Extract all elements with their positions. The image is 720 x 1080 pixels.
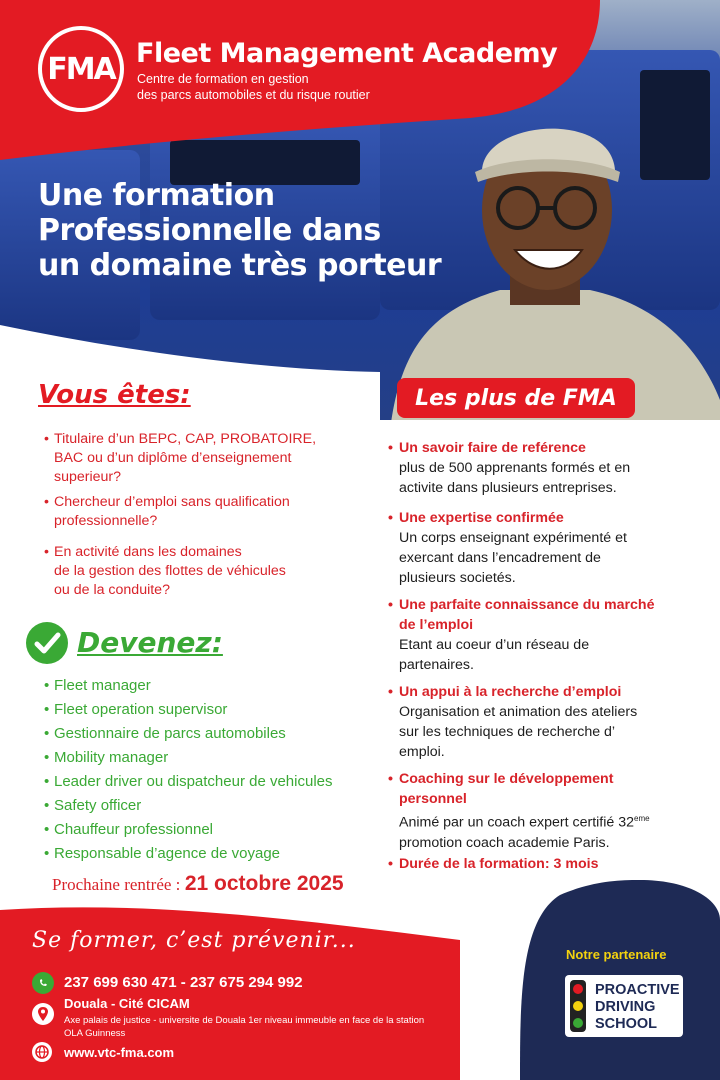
list-item: • Fleet operation supervisor [44,701,228,718]
brand-subtitle: des parcs automobiles et du risque routier [137,88,370,102]
list-item-text: Safety officer [54,797,142,814]
plus-fma-title: Les plus de FMA [397,378,635,418]
list-item [44,430,316,487]
bullet: • [44,431,49,447]
advantage-title: personnel [399,791,467,807]
brand-subtitle: Centre de formation en gestion [137,72,309,86]
advantage-item [388,682,710,762]
advantage-title: • Un savoir faire de reférence [388,440,586,456]
advantage-desc: Organisation et animation des ateliers [399,704,638,720]
devenez-title: Devenez: [77,626,223,659]
list-item-text: Leader driver ou dispatcheur de vehicules [54,773,333,790]
advantage-desc: sur les techniques de recherche d’ [399,724,616,740]
advantage-desc: activite dans plusieurs entreprises. [399,480,617,496]
list-item-text: de la gestion des flottes de véhicules [54,563,286,579]
list-item-text: Chauffeur professionnel [54,821,213,838]
list-item-text: Responsable d’agence de voyage [54,845,281,862]
partner-name: PROACTIVE [595,982,680,998]
advantage-title: • Coaching sur le développement [388,771,614,787]
advantage-title: • Durée de la formation: 3 mois [388,856,599,872]
advantage-item [388,508,710,588]
advantage-desc: promotion coach academie Paris. [399,834,610,851]
advantage-desc: Etant au coeur d’un réseau de [399,637,590,653]
list-item: • Responsable d’agence de voyage [44,845,281,862]
advantage-desc: plusieurs societés. [399,570,516,586]
list-item-text: Gestionnaire de parcs automobiles [54,725,286,742]
list-item-text: Titulaire d’un BEPC, CAP, PROBATOIRE, [54,431,317,447]
list-item: • Leader driver ou dispatcheur de vehicules [44,773,333,790]
list-item-text: superieur? [54,469,122,485]
bullet: • [44,544,49,560]
address: OLA Guinness [64,1028,126,1039]
next-intake-label: Prochaine rentrée : [52,875,181,894]
list-item: • Mobility manager [44,749,169,766]
headline-line: un domaine très porteur [38,248,442,283]
checkmark-icon [26,622,68,664]
partner-name: DRIVING [595,999,656,1015]
partner-name: SCHOOL [595,1016,658,1032]
fma-logo [38,26,124,112]
advantage-item [388,769,710,853]
advantage-desc: partenaires. [399,657,474,673]
list-item [44,543,286,600]
advantage-title: • Une parfaite connaissance du marché [388,597,655,613]
advantage-title: • Une expertise confirmée [388,510,564,526]
vous-etes-title: Vous êtes: [38,380,191,410]
slogan: Se former, c’est prévenir... [32,928,356,953]
advantage-desc: Un corps enseignant expérimenté et [399,530,627,546]
bullet: • [44,494,49,510]
advantage-item [388,854,710,874]
next-intake-date: 21 octobre 2025 [184,872,344,895]
address: Axe palais de justice - universite de Douala 1er niveau immeuble en face de la station [64,1015,425,1026]
list-item: • Chauffeur professionnel [44,821,213,838]
advantage-desc: emploi. [399,744,445,760]
list-item: • Gestionnaire de parcs automobiles [44,725,286,742]
whatsapp-icon [32,972,54,994]
list-item-text: professionnelle? [54,513,158,529]
brand-title: Fleet Management Academy [136,38,558,69]
headline-line: Une formation [38,178,275,213]
list-item-text: BAC ou d’un diplôme d’enseignement [54,450,292,466]
advantage-desc: Animé par un coach expert certifié 32eme [399,814,650,831]
location-pin-icon [32,1003,54,1025]
list-item-text: Fleet operation supervisor [54,701,228,718]
phone-numbers: 237 699 630 471 - 237 675 294 992 [64,974,303,991]
advantage-title: de l’emploi [399,617,474,633]
list-item [44,493,290,531]
traffic-light-icon [570,980,586,1032]
advantage-title: • Un appui à la recherche d’emploi [388,684,622,700]
website-link[interactable]: www.vtc-fma.com [64,1045,175,1060]
logo-text: FMA [47,51,115,87]
list-item-text: En activité dans les domaines [54,544,242,560]
list-item-text: Mobility manager [54,749,169,766]
list-item: • Safety officer [44,797,142,814]
list-item-text: ou de la conduite? [54,582,170,598]
list-item: • Fleet manager [44,677,151,694]
partner-label: Notre partenaire [566,947,667,962]
list-item-text: Chercheur d’emploi sans qualification [54,494,290,510]
advantage-desc: plus de 500 apprenants formés et en [399,460,631,476]
headline [38,178,441,283]
list-item-text: Fleet manager [54,677,151,694]
headline-line: Professionnelle dans [38,213,381,248]
city: Douala - Cité CICAM [64,996,190,1011]
advantage-item [388,595,710,675]
globe-icon [32,1042,52,1062]
advantage-desc: exercant dans l’encadrement de [399,550,601,566]
advantage-item [388,438,710,498]
